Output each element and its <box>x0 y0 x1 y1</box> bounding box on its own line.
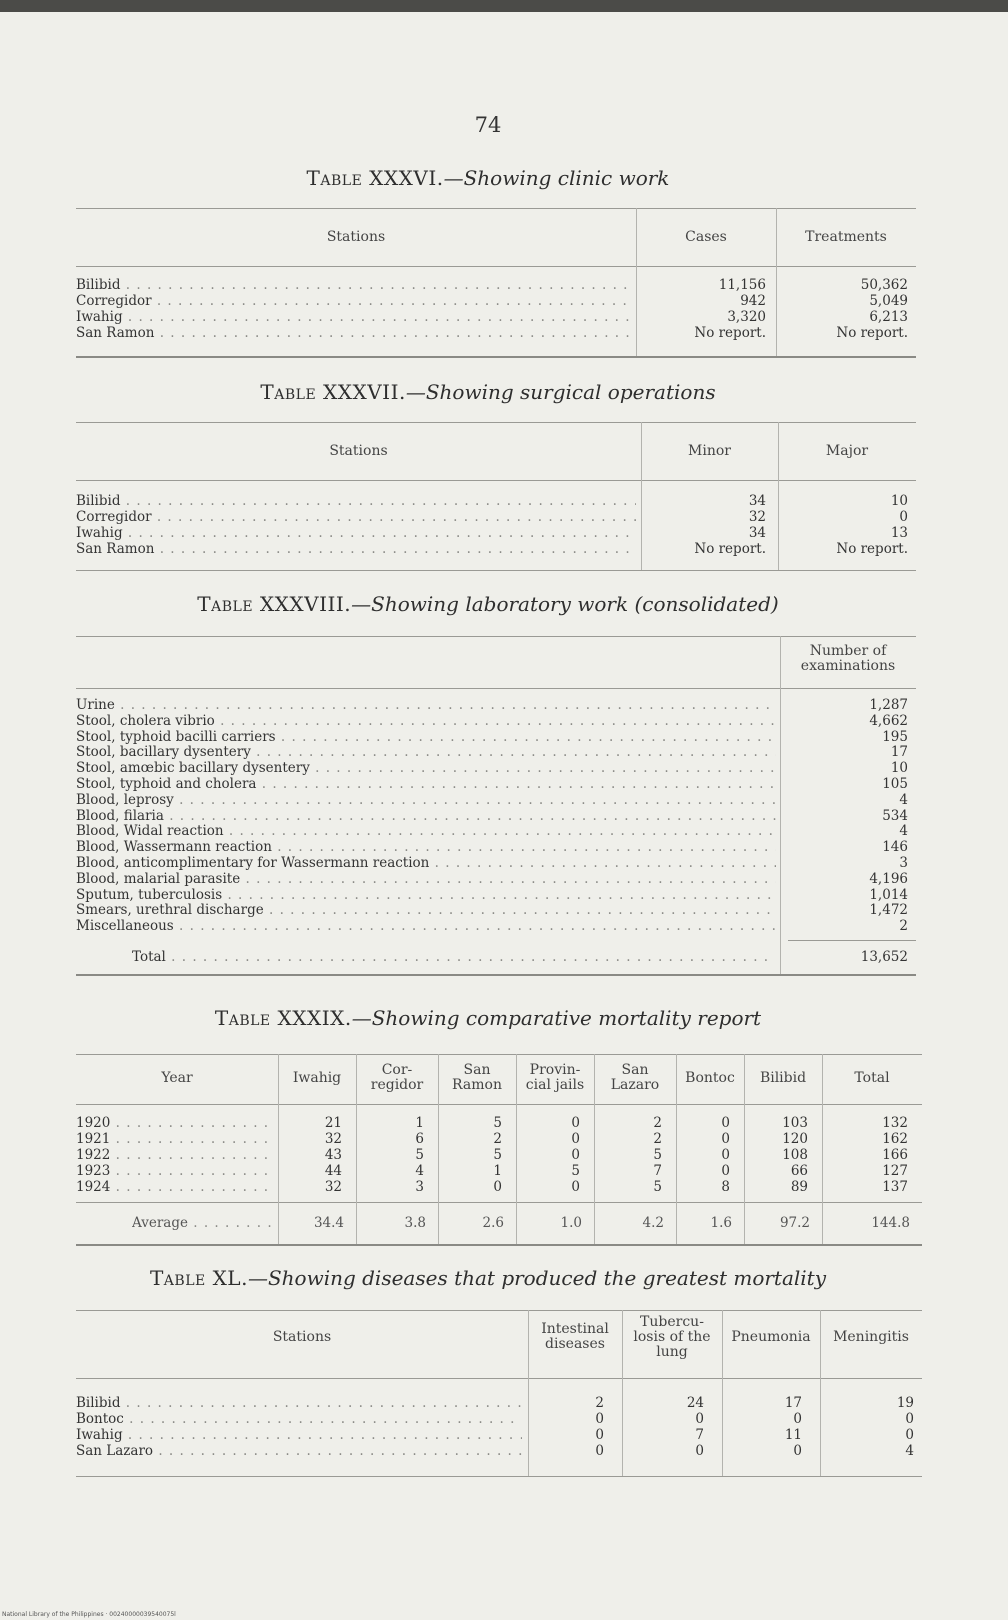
average-value: 144.8 <box>871 1215 910 1231</box>
table-row <box>76 1444 922 1459</box>
death-count: 0 <box>721 1163 730 1179</box>
average-value: 1.6 <box>710 1215 732 1231</box>
death-count: 5 <box>493 1147 502 1163</box>
table-row <box>76 310 916 325</box>
exam-count: 146 <box>882 839 908 856</box>
station-name: San Ramon . . . <box>76 542 636 557</box>
page-number: 74 <box>474 113 502 137</box>
exam-count: 4,196 <box>869 870 908 887</box>
table-row <box>76 510 916 525</box>
table-40-number: Table XL. <box>149 1266 248 1290</box>
death-count: 127 <box>882 1163 908 1179</box>
station-name: San Ramon . . . <box>76 326 631 341</box>
table-row <box>76 542 916 557</box>
table-38 <box>76 636 916 976</box>
table-37 <box>76 422 916 572</box>
exam-type: Blood, filaria . . . <box>76 809 776 824</box>
table-39 <box>76 1054 922 1249</box>
death-count: 0 <box>595 1427 604 1443</box>
table-38-number: Table XXXVIII. <box>197 592 352 616</box>
exam-type: Stool, amœbic bacillary dysentery . . . <box>76 761 776 776</box>
table-row <box>76 1164 922 1179</box>
death-count: 66 <box>790 1163 808 1179</box>
exam-count: 1,014 <box>869 886 908 903</box>
table-39-header: San Ramon <box>452 1062 502 1093</box>
table-38-bottom-rule <box>76 974 916 976</box>
exam-count: 1,472 <box>869 902 908 919</box>
death-count: 17 <box>784 1395 802 1411</box>
table-36-header-rule <box>76 266 916 267</box>
death-count: 0 <box>721 1131 730 1147</box>
exam-type: Stool, typhoid and cholera . . . <box>76 777 776 792</box>
table-row <box>76 872 916 887</box>
death-count: 5 <box>653 1179 662 1195</box>
table-row <box>76 793 916 808</box>
year-label: 1924 . . . <box>76 1180 272 1195</box>
cases-value: No report. <box>694 325 766 341</box>
table-row <box>76 1132 922 1147</box>
table-38-total-row <box>76 950 916 965</box>
average-value: 97.2 <box>779 1215 810 1231</box>
exam-count: 10 <box>890 760 908 777</box>
table-row <box>76 903 916 918</box>
death-count: 0 <box>695 1411 704 1427</box>
table-38-top-rule <box>76 636 916 637</box>
death-count: 89 <box>790 1179 808 1195</box>
table-39-header: Iwahig <box>292 1070 342 1086</box>
table-40-header: Pneumonia <box>731 1329 811 1345</box>
table-row <box>76 761 916 776</box>
exam-count: 105 <box>882 776 908 792</box>
station-name: Corregidor . . . <box>76 510 636 525</box>
death-count: 0 <box>695 1443 704 1459</box>
death-count: 7 <box>653 1163 662 1179</box>
table-36-number: Table XXXVI. <box>306 166 444 190</box>
death-count: 137 <box>882 1179 908 1195</box>
death-count: 0 <box>721 1147 730 1163</box>
death-count: 103 <box>782 1115 808 1131</box>
table-40-header-rule <box>76 1378 922 1379</box>
death-count: 5 <box>653 1147 662 1163</box>
table-40-header: Meningitis <box>833 1329 909 1345</box>
death-count: 166 <box>882 1147 908 1163</box>
exam-count: 4,662 <box>869 712 908 729</box>
exam-type: Sputum, tuberculosis . . . <box>76 888 776 903</box>
station-name: Bontoc . . . <box>76 1412 522 1427</box>
station-name: Corregidor . . . <box>76 294 631 309</box>
death-count: 0 <box>571 1115 580 1131</box>
exam-count: 2 <box>899 918 908 935</box>
table-row <box>76 824 916 839</box>
table-39-header: Total <box>854 1070 890 1086</box>
death-count: 3 <box>415 1179 424 1195</box>
table-36-bottom-rule <box>76 356 916 358</box>
cases-value: 942 <box>740 293 766 309</box>
table-row <box>76 294 916 309</box>
exam-count: 534 <box>882 807 908 824</box>
death-count: 7 <box>695 1427 704 1443</box>
table-39-average-rule <box>76 1202 922 1203</box>
death-count: 0 <box>571 1147 580 1163</box>
exam-type: Blood, malarial parasite . . . <box>76 872 776 887</box>
table-39-header: San Lazaro <box>610 1062 660 1093</box>
total-value: 13,652 <box>860 949 908 965</box>
table-row <box>76 278 916 293</box>
death-count: 0 <box>571 1179 580 1195</box>
table-row <box>76 1180 922 1195</box>
average-label: Average . . . <box>132 1216 272 1231</box>
death-count: 108 <box>782 1147 808 1163</box>
death-count: 0 <box>905 1427 914 1443</box>
death-count: 0 <box>793 1411 802 1427</box>
table-row <box>76 840 916 855</box>
table-row <box>76 1116 922 1131</box>
exam-type: Blood, Wassermann reaction . . . <box>76 840 776 855</box>
table-row <box>76 730 916 745</box>
table-39-title: —Showing comparative mortality report <box>351 1006 762 1030</box>
death-count: 21 <box>324 1115 342 1131</box>
table-row <box>76 919 916 934</box>
cases-value: 3,320 <box>727 309 766 325</box>
table-37-header-major: Major <box>825 443 869 459</box>
exam-type: Stool, cholera vibrio . . . <box>76 714 776 729</box>
death-count: 11 <box>784 1427 802 1443</box>
table-40-top-rule <box>76 1310 922 1311</box>
death-count: 2 <box>653 1131 662 1147</box>
death-count: 2 <box>653 1115 662 1131</box>
death-count: 8 <box>721 1179 730 1195</box>
minor-value: No report. <box>694 541 766 557</box>
total-label: Total . . . <box>132 950 772 965</box>
death-count: 4 <box>415 1163 424 1179</box>
minor-value: 32 <box>748 509 766 525</box>
table-row <box>76 809 916 824</box>
table-36-header-stations: Stations <box>326 229 386 245</box>
death-count: 5 <box>415 1147 424 1163</box>
cases-value: 11,156 <box>718 277 766 293</box>
table-37-bottom-rule <box>76 570 916 571</box>
exam-type: Blood, anticomplimentary for Wassermann reaction . . . <box>76 856 776 871</box>
table-39-top-rule <box>76 1054 922 1055</box>
minor-value: 34 <box>748 493 766 509</box>
year-label: 1923 . . . <box>76 1164 272 1179</box>
table-39-bottom-rule <box>76 1244 922 1246</box>
table-37-header-stations: Stations <box>329 443 388 459</box>
table-38-total-rule <box>788 940 916 941</box>
death-count: 6 <box>415 1131 424 1147</box>
table-39-header-rule <box>76 1104 922 1105</box>
exam-type: Blood, leprosy . . . <box>76 793 776 808</box>
death-count: 120 <box>782 1131 808 1147</box>
table-37-title: —Showing surgical operations <box>405 380 716 404</box>
year-label: 1921 . . . <box>76 1132 272 1147</box>
table-row <box>76 777 916 792</box>
table-row <box>76 714 916 729</box>
exam-type: Blood, Widal reaction . . . <box>76 824 776 839</box>
year-label: 1920 . . . <box>76 1116 272 1131</box>
exam-type: Stool, bacillary dysentery . . . <box>76 745 776 760</box>
table-38-header <box>780 644 916 674</box>
table-40-header: Tubercu- losis of the lung <box>633 1314 711 1360</box>
death-count: 32 <box>324 1131 342 1147</box>
treatments-value: No report. <box>836 325 908 341</box>
exam-type: Stool, typhoid bacilli carriers . . . <box>76 730 776 745</box>
average-value: 34.4 <box>313 1215 344 1231</box>
death-count: 5 <box>493 1115 502 1131</box>
table-row <box>76 1148 922 1163</box>
treatments-value: 50,362 <box>860 277 908 293</box>
table-38-header-rule <box>76 688 916 689</box>
exam-count: 195 <box>882 728 908 745</box>
death-count: 44 <box>324 1163 342 1179</box>
table-row <box>76 1428 922 1443</box>
table-36 <box>76 208 916 358</box>
table-40-bottom-rule <box>76 1476 922 1477</box>
table-37-top-rule <box>76 422 916 423</box>
footer-note: National Library of the Philippines · 00240000039540075l <box>2 1611 176 1618</box>
table-38-title: —Showing laboratory work (consolidated) <box>351 592 779 616</box>
station-name: Iwahig . . . <box>76 310 631 325</box>
station-name: San Lazaro . . . <box>76 1444 522 1459</box>
table-39-caption <box>0 1006 976 1030</box>
major-value: No report. <box>836 541 908 557</box>
death-count: 24 <box>686 1395 704 1411</box>
death-count: 0 <box>595 1443 604 1459</box>
table-row <box>76 494 916 509</box>
death-count: 162 <box>882 1131 908 1147</box>
exam-count: 3 <box>899 855 908 871</box>
exam-count: 4 <box>899 823 908 840</box>
average-value: 2.6 <box>482 1215 504 1231</box>
exam-count: 1,287 <box>869 697 908 713</box>
table-36-caption <box>0 166 976 190</box>
table-37-caption <box>0 380 976 404</box>
table-36-top-rule <box>76 208 916 209</box>
table-39-header: Bontoc <box>685 1070 735 1086</box>
table-38-header-line1: Number of <box>809 643 887 659</box>
average-value: 4.2 <box>642 1215 664 1231</box>
table-36-header-treatments: Treatments <box>805 229 887 245</box>
table-37-number: Table XXXVII. <box>260 380 406 404</box>
death-count: 43 <box>324 1147 342 1163</box>
death-count: 2 <box>595 1395 604 1411</box>
exam-count: 17 <box>890 744 908 761</box>
year-label: 1922 . . . <box>76 1148 272 1163</box>
exam-type: Miscellaneous . . . <box>76 919 776 934</box>
death-count: 1 <box>415 1115 424 1131</box>
death-count: 0 <box>793 1443 802 1459</box>
table-40-header: Intestinal diseases <box>541 1321 609 1352</box>
death-count: 0 <box>571 1131 580 1147</box>
exam-count: 4 <box>899 791 908 808</box>
table-39-header: Provin- cial jails <box>525 1062 585 1093</box>
death-count: 4 <box>905 1443 914 1459</box>
death-count: 0 <box>493 1179 502 1195</box>
table-40-title: —Showing diseases that produced the greatest mortality <box>247 1266 827 1290</box>
average-value: 3.8 <box>404 1215 426 1231</box>
table-row <box>76 526 916 541</box>
death-count: 19 <box>896 1395 914 1411</box>
table-37-header-minor: Minor <box>688 443 731 459</box>
table-37-header-rule <box>76 480 916 481</box>
table-row <box>76 326 916 341</box>
death-count: 0 <box>721 1115 730 1131</box>
death-count: 2 <box>493 1131 502 1147</box>
table-38-caption <box>0 592 976 616</box>
table-36-title: —Showing clinic work <box>443 166 670 190</box>
table-39-header: Year <box>161 1070 193 1086</box>
major-value: 13 <box>890 525 908 541</box>
table-39-header: Cor- regidor <box>370 1062 424 1093</box>
average-value: 1.0 <box>560 1215 582 1231</box>
death-count: 5 <box>571 1163 580 1179</box>
table-39-number: Table XXXIX. <box>214 1006 352 1030</box>
table-row <box>76 698 916 713</box>
major-value: 0 <box>899 509 908 525</box>
table-row <box>76 1396 922 1411</box>
station-name: Iwahig . . . <box>76 1428 522 1443</box>
death-count: 0 <box>905 1411 914 1427</box>
table-40-caption <box>0 1266 976 1290</box>
table-39-average-row <box>76 1216 922 1231</box>
station-name: Bilibid . . . <box>76 278 631 293</box>
table-39-header: Bilibid <box>759 1070 807 1086</box>
table-row <box>76 856 916 871</box>
station-name: Iwahig . . . <box>76 526 636 541</box>
treatments-value: 6,213 <box>869 309 908 325</box>
major-value: 10 <box>890 493 908 509</box>
table-40 <box>76 1310 922 1480</box>
table-40-header: Stations <box>272 1329 332 1345</box>
death-count: 0 <box>595 1411 604 1427</box>
treatments-value: 5,049 <box>869 293 908 309</box>
scan-top-band <box>0 0 1008 12</box>
minor-value: 34 <box>748 525 766 541</box>
exam-type: Smears, urethral discharge . . . <box>76 903 776 918</box>
station-name: Bilibid . . . <box>76 494 636 509</box>
table-row <box>76 888 916 903</box>
death-count: 1 <box>493 1163 502 1179</box>
table-row <box>76 1412 922 1427</box>
death-count: 132 <box>882 1115 908 1131</box>
death-count: 32 <box>324 1179 342 1195</box>
table-36-header-cases: Cases <box>685 229 727 245</box>
table-row <box>76 745 916 760</box>
exam-type: Urine . . . <box>76 698 776 713</box>
station-name: Bilibid . . . <box>76 1396 522 1411</box>
table-38-header-line2: examinations <box>800 658 896 674</box>
